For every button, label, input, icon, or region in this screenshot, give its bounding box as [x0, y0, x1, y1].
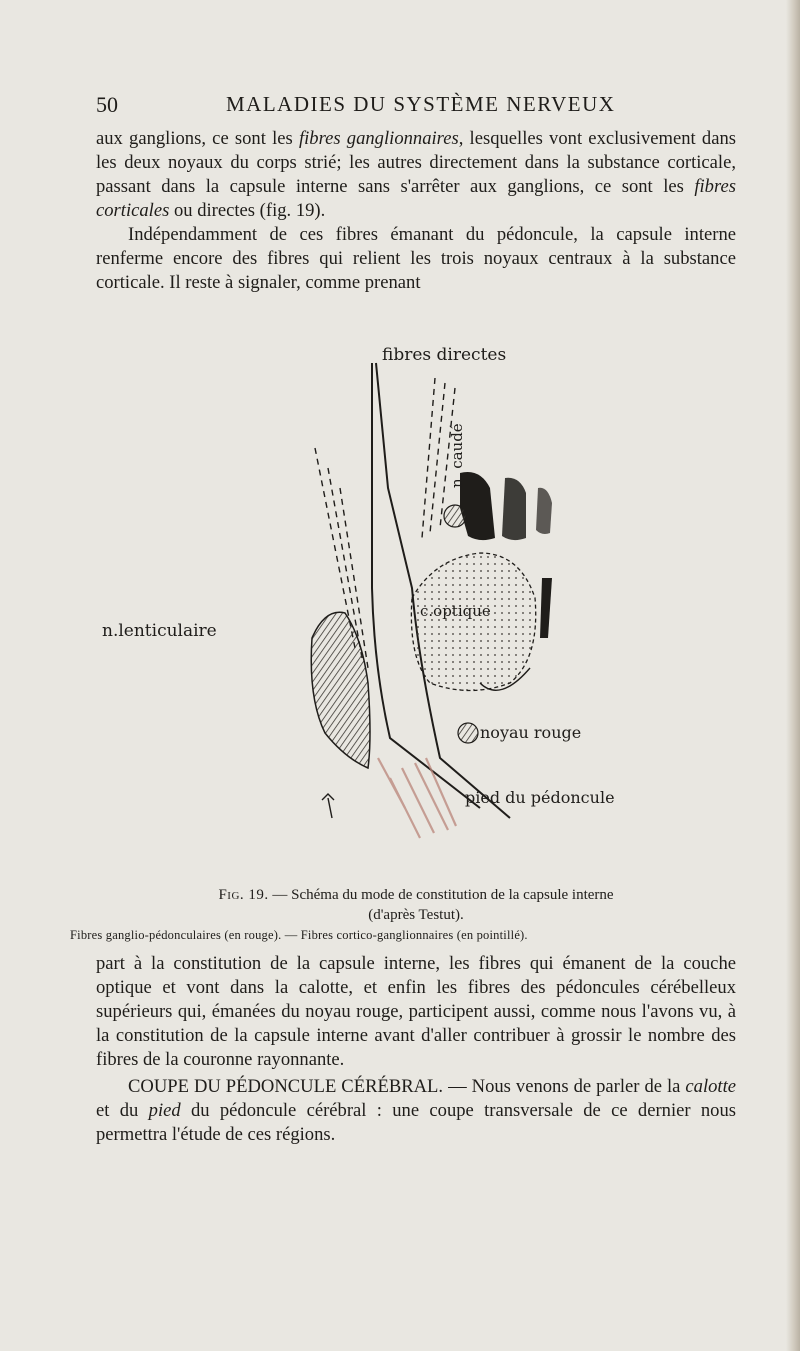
lenticular-nucleus	[311, 612, 370, 768]
paragraph-3: part à la constitution de la capsule interne, les fibres qui émanent de la couche optique et vont dans la calotte, et enfin les fibres des pédoncules cérébelleux supérieurs qui, émanées du noyau rouge, participent aussi, comme nous l'avons vu, à la constitution de la capsule interne avant d'aller contribuer à grossir le nombre des fibres de la couronne rayonnante.	[96, 953, 736, 1070]
paragraph-4: COUPE DU PÉDONCULE CÉRÉBRAL. — Nous venons de parler de la calotte et du pied du pédoncule cérébral : une coupe transversale de ce dernier nous permettra l'étude de ces régions.	[96, 1076, 736, 1145]
figure-caption	[96, 885, 736, 925]
page-header	[96, 92, 736, 122]
term-calotte: calotte	[685, 1076, 736, 1097]
paragraph-1: aux ganglions, ce sont les fibres ganglionnaires, lesquelles vont exclusivement dans les deux noyaux du corps strié; les autres directement dans la substance corticale, passant dans la capsule interne sans s'arrêter aux ganglions, ce sont les fibres corticales ou directes (fig. 19).	[96, 128, 736, 221]
label-fibres-directes: fibres directes	[382, 345, 507, 365]
label-n-caude: n. caudé	[448, 423, 466, 488]
term-fibres-corticales: fibres corticales	[96, 176, 736, 221]
caption-line-1: Fig. 19. — Schéma du mode de constitution de la capsule interne	[218, 887, 614, 903]
noyau-rouge	[458, 723, 478, 743]
label-pied-pedoncule: pied du pédoncule	[465, 788, 615, 807]
label-c-optique: c.optique	[420, 602, 491, 620]
optic-thalamus	[411, 553, 535, 691]
page-number: 50	[96, 92, 118, 117]
text-block-top	[96, 127, 736, 295]
paragraph-2: Indépendamment de ces fibres émanant du pédoncule, la capsule interne renferme encore des fibres qui relient les trois noyaux centraux à la substance corticale. Il reste à signaler, comme prenant	[96, 224, 736, 293]
label-n-lenticulaire: n.lenticulaire	[102, 621, 217, 641]
arrow-marker	[322, 794, 334, 818]
term-pied: pied	[148, 1100, 181, 1121]
red-fibres	[378, 758, 456, 838]
caption-note: Fibres ganglio-pédonculaires (en rouge). — Fibres cortico-ganglionnaires (en pointillé).	[70, 928, 528, 942]
term-fibres-ganglionnaires: fibres ganglionnaires	[298, 128, 459, 149]
text-block-paragraph-4	[96, 1075, 736, 1147]
text-block-paragraph-3	[96, 952, 736, 1072]
page-edge	[786, 0, 800, 1351]
caption-fig-label: Fig. 19.	[218, 887, 269, 903]
thalamus-bar	[540, 578, 552, 638]
running-head: MALADIES DU SYSTÈME NERVEUX	[226, 92, 616, 116]
label-noyau-rouge: noyau rouge	[480, 723, 582, 742]
section-heading: COUPE DU PÉDONCULE CÉRÉBRAL.	[128, 1076, 444, 1097]
figure-19-diagram	[102, 338, 670, 883]
caption-source: (d'après Testut).	[368, 907, 464, 923]
